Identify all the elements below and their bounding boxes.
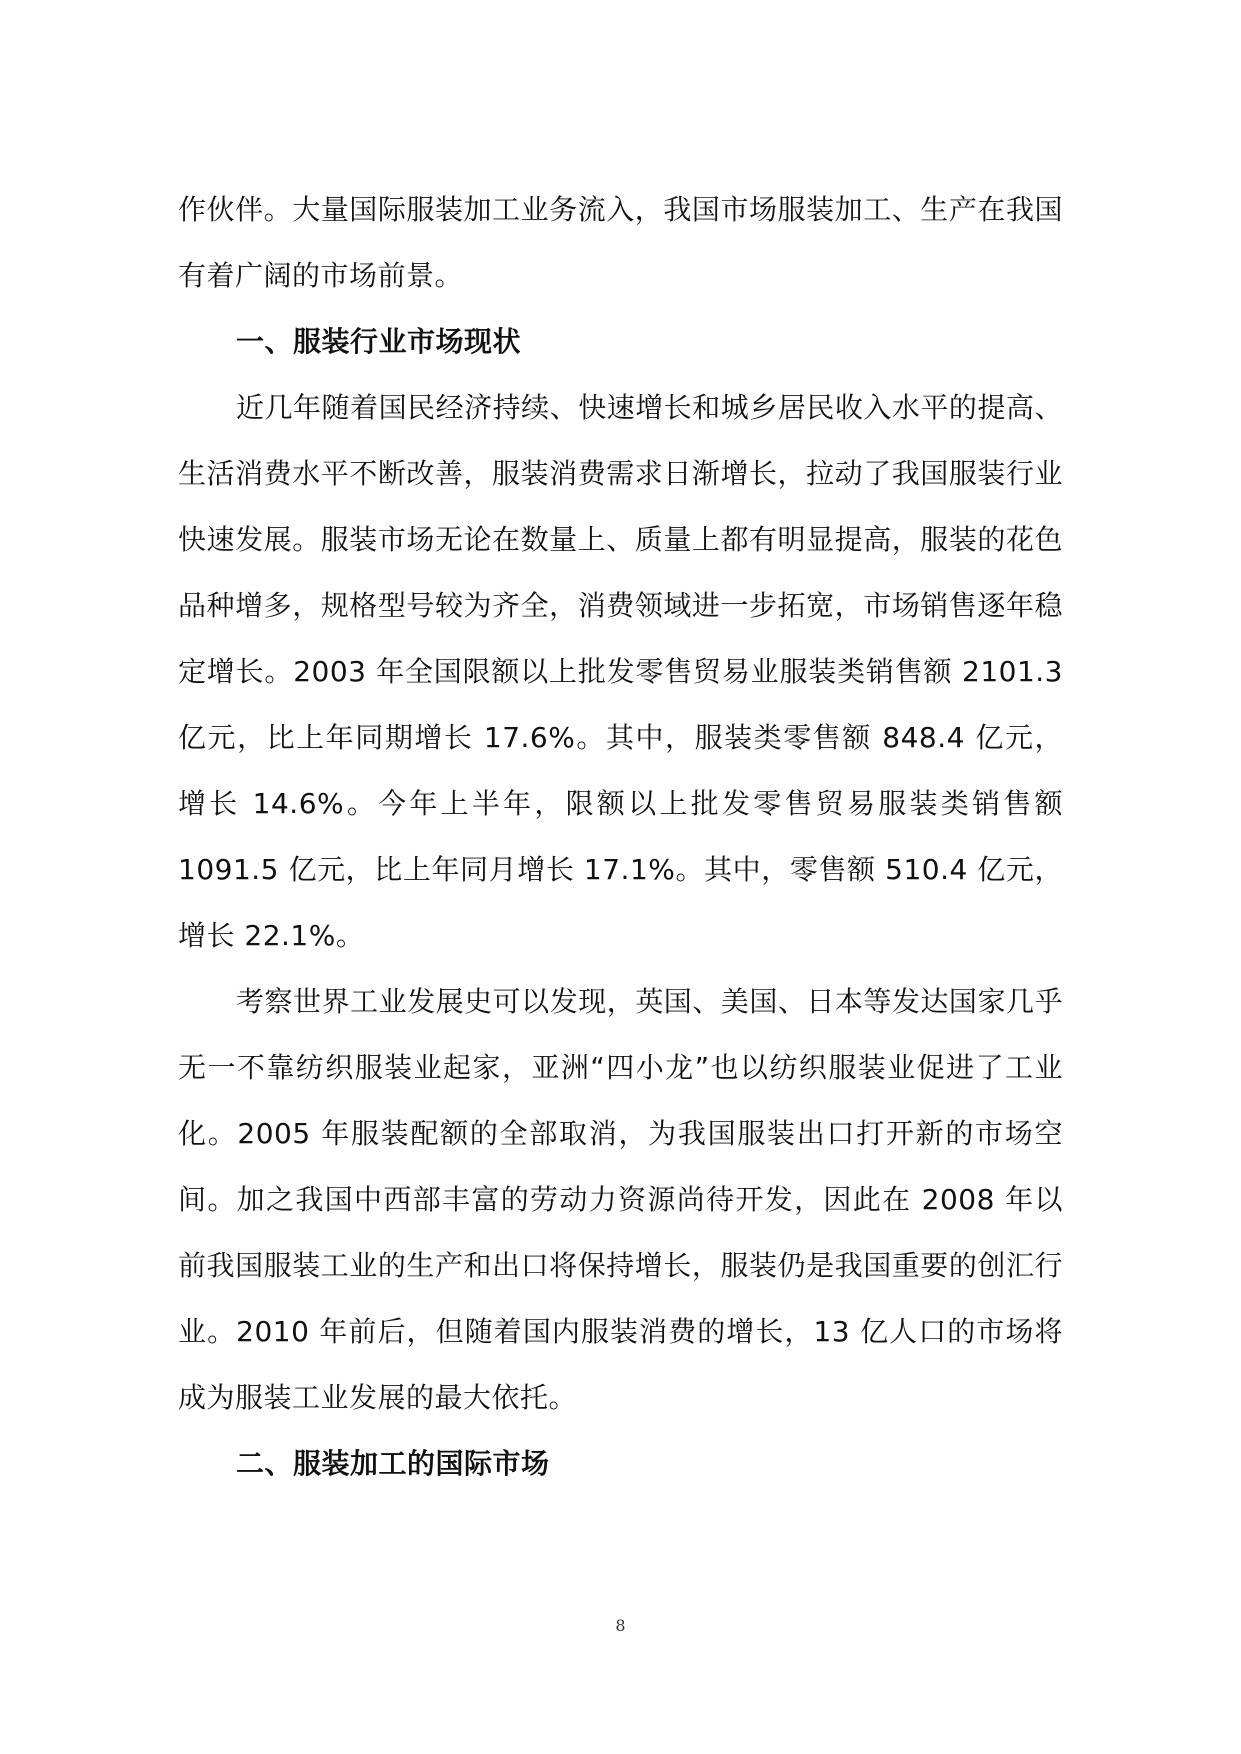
section-heading-1: 一、服装行业市场现状 [236, 325, 522, 358]
paragraph-continuation: 作伙伴。大量国际服装加工业务流入，我国市场服装加工、生产在我国有着广阔的市场前景。 [178, 193, 1063, 292]
paragraph-industrial-history: 考察世界工业发展史可以发现，英国、美国、日本等发达国家几乎无一不靠纺织服装业起家，亚洲“四小龙”也以纺织服装业促进了工业化。2005 年服装配额的全部取消，为我国服装出口打开新的市场空间。加之我国中西部丰富的劳动力资源尚待开发，因此在 2008 年以前我国服装工业的生产和出口将保持增长，服装仍是我国重要的创汇行业。2010 年前后，但随着国内服装消费的增长，13 亿人口的市场将成为服装工业发展的最大依托。 [178, 985, 1063, 1414]
paragraph-market-status: 近几年随着国民经济持续、快速增长和城乡居民收入水平的提高、生活消费水平不断改善，服装消费需求日渐增长，拉动了我国服装行业快速发展。服装市场无论在数量上、质量上都有明显提高，服装的花色品种增多，规格型号较为齐全，消费领域进一步拓宽，市场销售逐年稳定增长。2003 年全国限额以上批发零售贸易业服装类销售额 2101.3 亿元，比上年同期增长 17.6%。其中，服装类零售额 848.4 亿元，增长 14.6%。今年上半年，限额以上批发零售贸易服装类销售额 1091.5 亿元，比上年同月增长 17.1%。其中，零售额 510.4 亿元，增长 22.1%。 [178, 391, 1063, 952]
page-number: 8 [615, 1616, 626, 1635]
section-heading-2: 二、服装加工的国际市场 [236, 1447, 550, 1480]
document-body [178, 177, 1063, 1497]
